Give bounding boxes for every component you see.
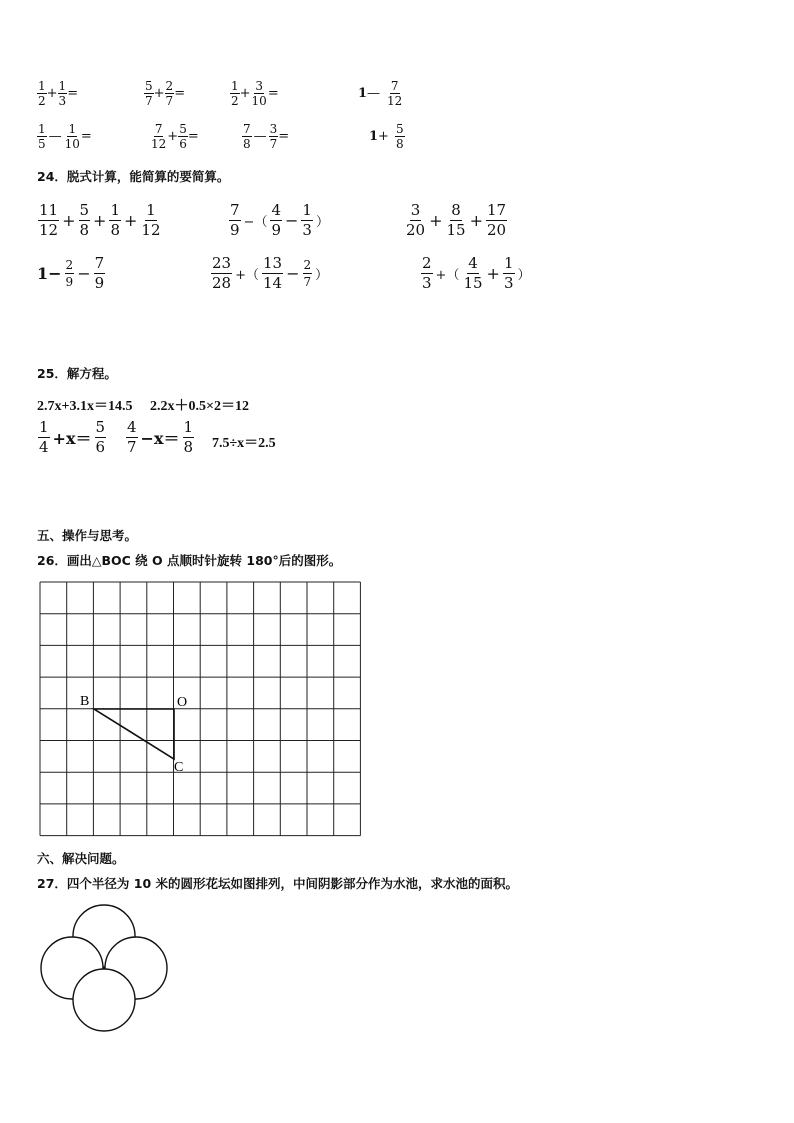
calc-r2-1: $\frac{1}{5}$ — $\frac{1}{10}$ = bbox=[38, 122, 92, 151]
q24-expr-3: $\frac{3}{20}$ + $\frac{8}{15}$ + $\frac{17}{20}$ bbox=[406, 201, 507, 239]
flowerbed-figure bbox=[38, 902, 170, 1034]
calc-r1-4: 1 — $\frac{7}{12}$ bbox=[358, 79, 403, 108]
fraction: $\frac{1}{2}$ bbox=[231, 79, 239, 108]
q25-eq-3: 7.5÷x＝2.5 bbox=[212, 436, 276, 451]
fraction: $\frac{1}{5}$ bbox=[38, 122, 46, 151]
fraction: $\frac{5}{7}$ bbox=[145, 79, 153, 108]
calc-r1-2: $\frac{5}{7}$ + $\frac{2}{7}$ = bbox=[145, 79, 186, 108]
label-o: O bbox=[177, 695, 188, 710]
fraction: $\frac{5}{8}$ bbox=[395, 122, 404, 151]
calc-r1-1: $\frac{1}{2}$ + $\frac{1}{3}$ = bbox=[38, 79, 79, 108]
q24-expr-6: $\frac{2}{3}$ +（ $\frac{4}{15}$ + $\frac{1}{3}$ ） bbox=[422, 254, 531, 292]
fraction: $\frac{1}{3}$ bbox=[58, 79, 67, 108]
calc-r2-3: $\frac{7}{8}$ — $\frac{3}{7}$ = bbox=[243, 122, 290, 151]
rotation-grid bbox=[38, 580, 364, 840]
label-c: C bbox=[174, 760, 184, 775]
q24-title: 24．脱式计算，能简算的要简算。 bbox=[37, 169, 230, 184]
q24-expr-4: 1− $\frac{2}{9}$ − $\frac{7}{9}$ bbox=[37, 254, 105, 292]
fraction: $\frac{3}{10}$ bbox=[251, 79, 267, 108]
flowerbed-circle-bottom bbox=[73, 969, 135, 1031]
fraction: $\frac{2}{7}$ bbox=[165, 79, 174, 108]
fraction: $\frac{7}{12}$ bbox=[151, 122, 167, 151]
fraction: $\frac{5}{6}$ bbox=[179, 122, 187, 151]
q24-expr-1: $\frac{11}{12}$ + $\frac{5}{8}$ + $\frac{1}{8}$ + $\frac{1}{12}$ bbox=[39, 201, 161, 239]
q25-eq-1: $\frac{1}{4}$ +x＝ $\frac{5}{6}$ bbox=[39, 418, 106, 456]
q25-equations-line-1: 2.7x+3.1x＝14.5 2.2x＋0.5×2＝12 bbox=[37, 399, 249, 414]
calc-r2-4: 1 + $\frac{5}{8}$ bbox=[369, 122, 404, 151]
q24-expr-5: $\frac{23}{28}$ +（ $\frac{13}{14}$ − $\frac{2}{7}$ ） bbox=[212, 254, 329, 292]
fraction: $\frac{1}{10}$ bbox=[64, 122, 80, 151]
q26-title: 26．画出△BOC 绕 O 点顺时针旋转 180°后的图形。 bbox=[37, 553, 342, 568]
triangle-boc bbox=[94, 709, 174, 759]
section-6-title: 六、解决问题。 bbox=[37, 851, 125, 866]
section-5-title: 五、操作与思考。 bbox=[37, 528, 138, 543]
q25-title: 25．解方程。 bbox=[37, 366, 117, 381]
calc-r1-3: $\frac{1}{2}$ + $\frac{3}{10}$ = bbox=[231, 79, 279, 108]
fraction: $\frac{7}{8}$ bbox=[243, 122, 251, 151]
fraction: $\frac{3}{7}$ bbox=[269, 122, 278, 151]
q27-title: 27．四个半径为 10 米的圆形花坛如图排列，中间阴影部分作为水池，求水池的面积。 bbox=[37, 876, 518, 891]
q25-eq-2: $\frac{4}{7}$ −x＝ $\frac{1}{8}$ bbox=[127, 418, 194, 456]
fraction: $\frac{7}{12}$ bbox=[387, 79, 403, 108]
fraction: $\frac{1}{2}$ bbox=[38, 79, 46, 108]
calc-r2-2: $\frac{7}{12}$ + $\frac{5}{6}$ = bbox=[151, 122, 199, 151]
q24-expr-2: $\frac{7}{9}$ −（ $\frac{4}{9}$ − $\frac{1}{3}$ ） bbox=[230, 201, 329, 239]
label-b: B bbox=[80, 694, 90, 709]
